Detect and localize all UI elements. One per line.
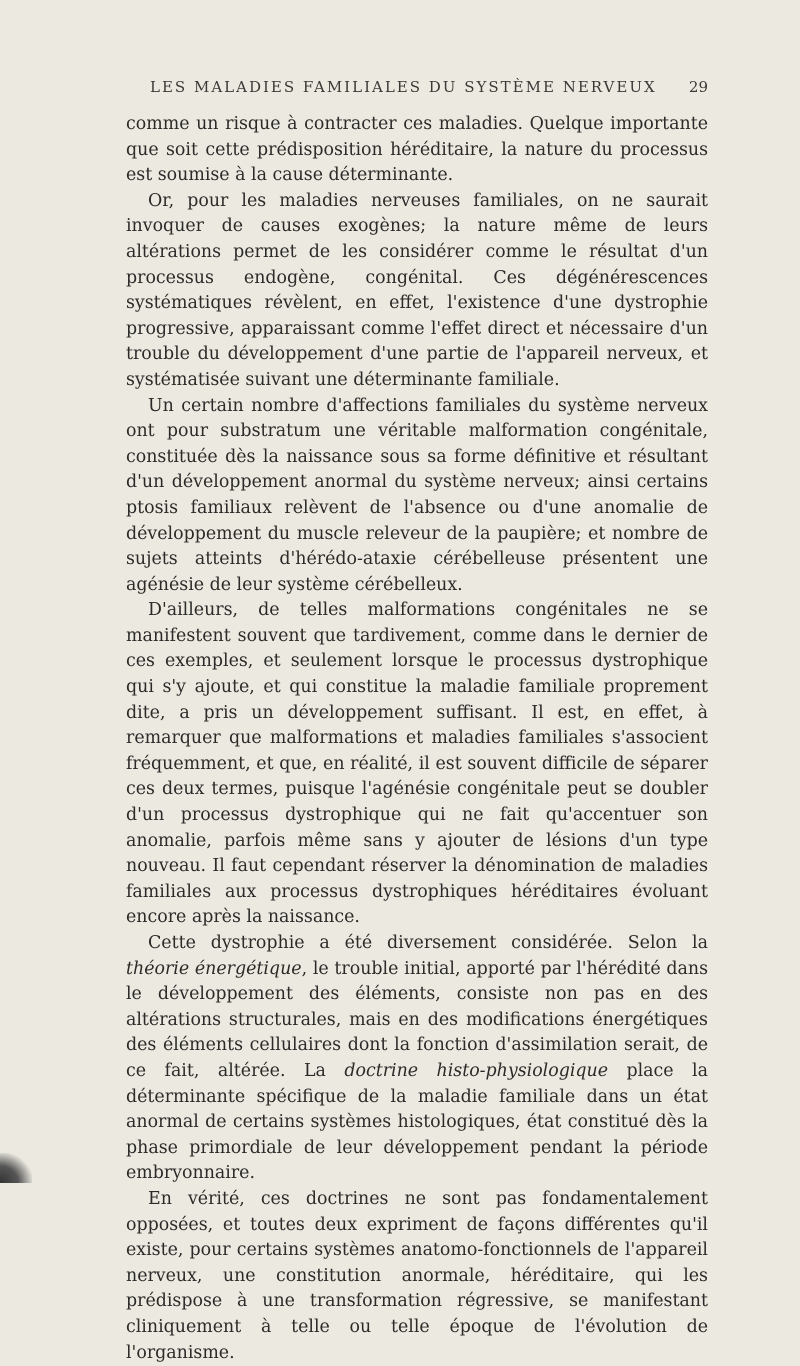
paragraph: Or, pour les maladies nerveuses familiales, on ne saurait invoquer de causes exogènes; la nature même de leurs altérations permet de les considérer comme le résultat d'un processus endogène, congénital. Ces dégénérescences systématiques révèlent, en effet, l'existence d'une dystrophie progressive, apparaissant comme l'effet direct et nécessaire d'un trouble du développement d'une partie de l'appareil nerveux, et systématisée suivant une déterminante familiale.	[126, 190, 708, 390]
paragraph: Un certain nombre d'affections familiales du système nerveux ont pour substratum une véritable malformation congénitale, constituée dès la naissance sous sa forme définitive et résultant d'un développement anormal du système nerveux; ainsi certains ptosis familiaux relèvent de l'absence ou d'une anomalie de développement du muscle releveur de la paupière; et nombre de sujets atteints d'hérédo-ataxie cérébelleuse présentent une agénésie de leur système cérébelleux.	[126, 395, 708, 595]
text-run: Cette dystrophie a été diversement considérée. Selon la	[148, 933, 708, 953]
body-text	[126, 112, 708, 1366]
emphasis-term: théorie énergétique	[126, 958, 302, 979]
page-number: 29	[688, 78, 708, 96]
paragraph	[126, 931, 708, 1187]
paragraph: comme un risque à contracter ces maladies. Quelque importante que soit cette prédisposition héréditaire, la nature du processus est soumise à la cause déterminante.	[126, 114, 708, 186]
scan-smudge	[0, 1153, 32, 1183]
running-title: LES MALADIES FAMILIALES DU SYSTÈME NERVEUX	[150, 78, 657, 96]
paragraph: En vérité, ces doctrines ne sont pas fondamentalement opposées, et toutes deux expriment de façons différentes qu'il existe, pour certains systèmes anatomo-fonctionnels de l'appareil nerveux, une constitution anormale, héréditaire, qui les prédispose à une transformation régressive, se manifestant cliniquement à telle ou telle époque de l'évolution de l'organisme.	[126, 1188, 708, 1363]
emphasis-term: doctrine histo-physiologique	[344, 1060, 609, 1081]
paragraph: D'ailleurs, de telles malformations congénitales ne se manifestent souvent que tardivement, comme dans le dernier de ces exemples, et seulement lorsque le processus dystrophique qui s'y ajoute, et qui constitue la maladie familiale proprement dite, a pris un développement suffisant. Il est, en effet, à remarquer que malformations et maladies familiales s'associent fréquemment, et que, en réalité, il est souvent difficile de séparer ces deux termes, puisque l'agénésie congénitale peut se doubler d'un processus dystrophique qui ne fait qu'accentuer son anomalie, parfois même sans y ajouter de lésions d'un type nouveau. Il faut cependant réserver la dénomination de maladies familiales aux processus dystrophiques héréditaires évoluant encore après la naissance.	[126, 600, 708, 928]
text-run: place la déterminante spécifique de la maladie familiale dans un état anormal de certains systèmes histologiques, état constitué dès la phase primordiale de leur développement pendant la période embryonnaire.	[126, 1060, 708, 1184]
text-run: , le trouble initial, apporté par l'hérédité dans le développement des éléments, consiste non pas en des altérations structurales, mais en des modifications énergétiques des éléments cellulaires dont la fonction d'assimilation serait, de ce fait, altérée. La	[126, 958, 708, 1081]
